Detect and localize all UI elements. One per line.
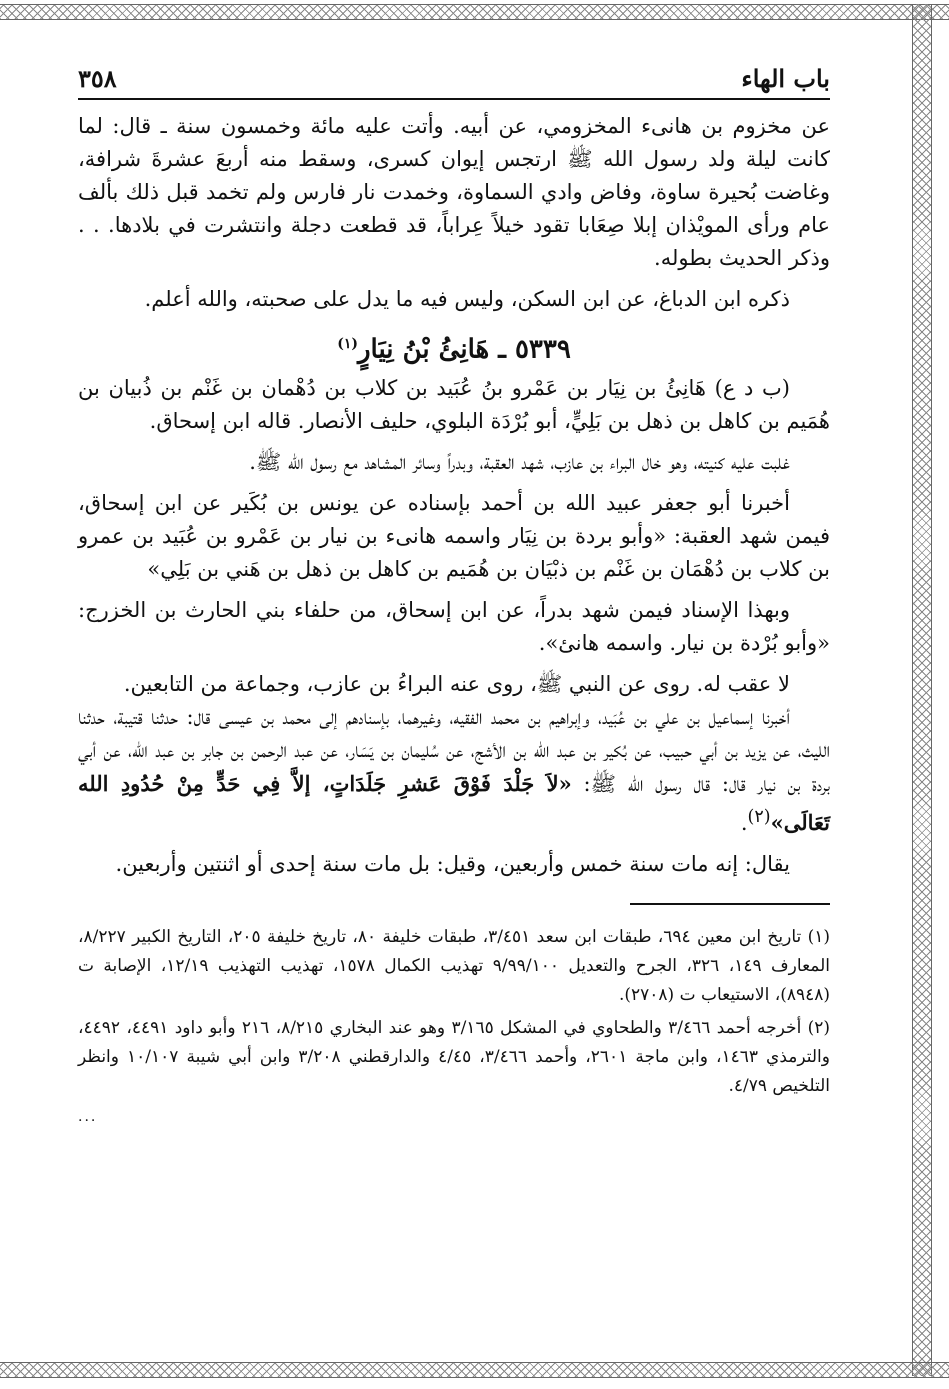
- footnote: (٢) أخرجه أحمد ٣/٤٦٦ والطحاوي في المشكل ٣/١٦٥ وهو عند البخاري ٨/٢١٥، ٢١٦ وأبو داود ٤٤٩١، ٤٤٩٢، والترمذي ١٤٦٣، وابن ماجة ٢٦٠١، وأحمد ٣/٤٦٦، ٤/٤٥ والدارقطني ٣/٢٠٨ وابن أبي شيبة ١٠/١٠٧ وانظر التلخيص ٤/٧٩.: [78, 1017, 831, 1096]
- section-title: باب الهاء: [741, 64, 830, 93]
- hadith-text: «لاَ جَلْدَ فَوْقَ عَشرِ جَلَدَاتٍ، إلاَّ فِي حَدٍّ مِنْ حُدُودِ الله تَعَالَى»: [78, 770, 830, 835]
- paragraph: (ب د ع) هَانِئُ بن نِيَار بن عَمْرو بنُ عُبَيد بن كلاب بن دُهْمان بن غَنْم بن ذُبيان بن هُمَيم بن كاهل بن ذهل بن بَلِيٍّ، أبو بُرْدَة البلوي، حليف الأنصار. قاله ابن إسحاق.: [78, 375, 830, 433]
- footnote-separator: [630, 903, 830, 905]
- paragraph: وبهذا الإسناد فيمن شهد بدراً، عن ابن إسحاق، من حلفاء بني الحارث بن الخزرج: «وأبو بُرْدة بن نيار. واسمه هانئ».: [78, 597, 830, 655]
- hadith-end: .: [740, 810, 748, 835]
- paragraph: يقال: إنه مات سنة خمس وأربعين، وقيل: بل مات سنة إحدى أو اثنتين وأربعين.: [115, 851, 790, 876]
- page-end-mark: ...: [78, 1108, 98, 1125]
- paragraph: ذكره ابن الدباغ، عن ابن السكن، وليس فيه ما يدل على صحبته، والله أعلم.: [144, 287, 790, 311]
- body-text: [78, 110, 830, 881]
- paragraph: أخبرنا أبو جعفر عبيد الله بن أحمد بإسناده عن يونس بن بُكَير عن ابن إسحاق، فيمن شهد العقبة: «وأبو بردة بن نِيَار واسمه هانىء بن نيار بن عَمْرو بن عُبَيد بن عمرو بن كلاب بن دُهْمَان بن غَنْم بن ذبْيَان بن هُمَيم بن كاهل بن ذهل بن هَني بن بَلِي»: [78, 490, 830, 581]
- footnote-ref: (٢): [747, 806, 771, 827]
- footnotes: [78, 923, 830, 1101]
- paragraph: لا عقب له. روى عن النبي ﷺ، روى عنه البراءُ بن عازب، وجماعة من التابعين.: [123, 671, 790, 696]
- ornamental-border-right: [912, 4, 932, 1376]
- hadith-paragraph: [78, 701, 830, 840]
- page-number: ٣٥٨: [78, 64, 117, 93]
- running-header: [78, 62, 830, 100]
- page-content: [78, 62, 830, 1125]
- paragraph: غلبت عليه كنيته، وهو خال البراء بن عازب، شهد العقبة، وبدراً وسائر المشاهد مع رسول الله ﷺ.: [249, 449, 790, 474]
- ornamental-border-bottom: [0, 1362, 949, 1378]
- paragraph: عن مخزوم بن هانىء المخزومي، عن أبيه. وأتت عليه مائة وخمسون سنة ـ قال: لما كانت ليلة ولد رسول الله ﷺ ارتجس إيوان كسرى، وسقط منه أربعَ عشرةَ شرافة، وغاضت بُحيرة ساوة، وفاض وادي السماوة، وخمدت نار فارس ولم تخمد قبل ذلك بألف عام ورأى المويْذان إبلا صِعَابا تقود خيلاً عِراباً، قد قطعت دجلة وانتشرت في بلادها. . . وذكر الحديث بطوله.: [78, 114, 830, 270]
- entry-heading: [78, 322, 830, 372]
- footnote-ref: (١): [337, 336, 358, 352]
- footnote: (١) تاريخ ابن معين ٦٩٤، طبقات ابن سعد ٣/٤٥١، طبقات خليفة ٨٠، تاريخ خليفة ٢٠٥، التاريخ الكبير ٨/٢٢٧، المعارف ١٤٩، ٣٢٦، الجرح والتعديل ٩/٩٩/١٠٠ تهذيب الكمال ١٥٧٨، تهذيب التهذيب ١٢/١٩، الإصابة ت (٨٩٤٨)، الاستيعاب ت (٢٧٠٨).: [78, 926, 831, 1005]
- isnad-text: أخبرنا إسماعيل بن علي بن عُبَيد، وإبراهيم بن محمد الفقيه، وغيرهما، بإسنادهم إلى محمد بن عيسى قال: حدثنا قتيبة، حدثنا الليث، عن يزيد بن أبي حبيب، عن بُكير بن عبد الله بن الأشج، عن سُليمان بن يَسَار، عن عبد الرحمن بن جابر بن عبد الله، عن أبي بردة بن نيار قال: قال رسول الله ﷺ:: [78, 704, 830, 796]
- ornamental-border-top: [0, 4, 949, 20]
- entry-title-text: ٥٣٣٩ ـ هَانِئُ بْنُ نِيَارٍ: [357, 334, 571, 365]
